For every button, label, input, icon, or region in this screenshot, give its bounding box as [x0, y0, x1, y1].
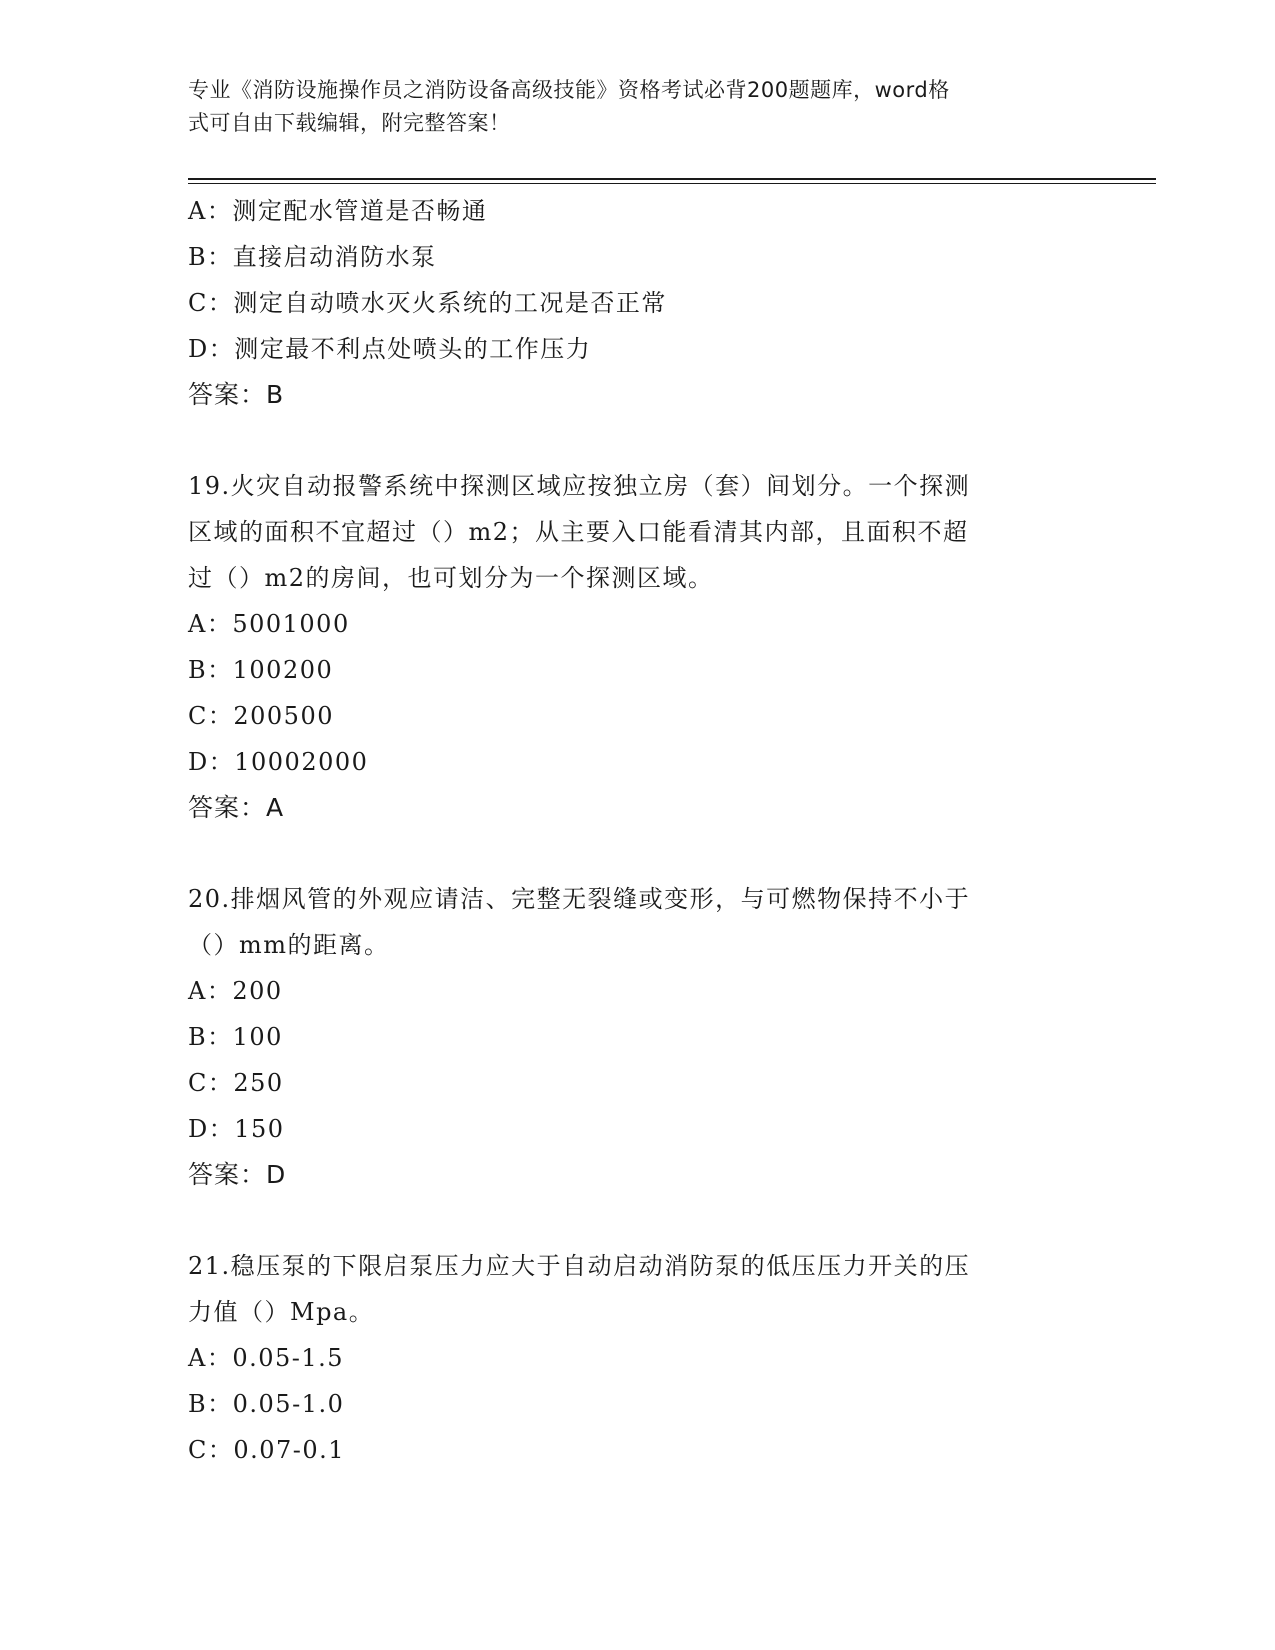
question-text-line: 19.火灾自动报警系统中探测区域应按独立房（套）间划分。一个探测 — [188, 472, 971, 500]
spacer — [188, 1198, 1088, 1243]
option-a: A：200 — [188, 977, 283, 1005]
header-divider-thick — [188, 178, 1156, 180]
option-b: B：直接启动消防水泵 — [188, 243, 437, 271]
answer-line: 答案：A — [188, 793, 285, 822]
option-c: C：200500 — [188, 702, 334, 730]
answer-line: 答案：D — [188, 1160, 287, 1189]
header-line-1: 专业《消防设施操作员之消防设备高级技能》资格考试必背200题题库，word格 — [188, 78, 950, 102]
option-c: C：250 — [188, 1069, 284, 1097]
spacer — [188, 418, 1088, 463]
option-b: B：100 — [188, 1023, 283, 1051]
option-d: D：测定最不利点处喷头的工作压力 — [188, 335, 592, 363]
option-d: D：150 — [188, 1115, 285, 1143]
spacer — [188, 831, 1088, 876]
document-header — [188, 74, 1068, 140]
question-20 — [188, 876, 1088, 1198]
question-text-line: 力值（）Mpa。 — [188, 1298, 375, 1326]
answer-line: 答案：B — [188, 380, 285, 409]
option-b: B：0.05-1.0 — [188, 1390, 345, 1418]
question-19 — [188, 463, 1088, 831]
question-list — [188, 188, 1088, 1473]
header-line-2: 式可自由下载编辑，附完整答案！ — [188, 111, 511, 135]
option-a: A：5001000 — [188, 610, 350, 638]
question-text-line: （）mm的距离。 — [188, 931, 390, 959]
question-text-line: 区域的面积不宜超过（）m2；从主要入口能看清其内部，且面积不超 — [188, 518, 969, 546]
option-c: C：测定自动喷水灭火系统的工况是否正常 — [188, 289, 667, 317]
option-b: B：100200 — [188, 656, 334, 684]
question-text-line: 过（）m2的房间，也可划分为一个探测区域。 — [188, 564, 714, 592]
option-a: A：测定配水管道是否畅通 — [188, 197, 488, 225]
option-c: C：0.07-0.1 — [188, 1436, 346, 1464]
question-text-line: 20.排烟风管的外观应请洁、完整无裂缝或变形，与可燃物保持不小于 — [188, 885, 971, 913]
option-a: A：0.05-1.5 — [188, 1344, 345, 1372]
question-18-continued — [188, 188, 1088, 418]
option-d: D：10002000 — [188, 748, 369, 776]
question-text-line: 21.稳压泵的下限启泵压力应大于自动启动消防泵的低压压力开关的压 — [188, 1252, 971, 1280]
header-divider-thin — [188, 183, 1156, 184]
question-21 — [188, 1243, 1088, 1473]
